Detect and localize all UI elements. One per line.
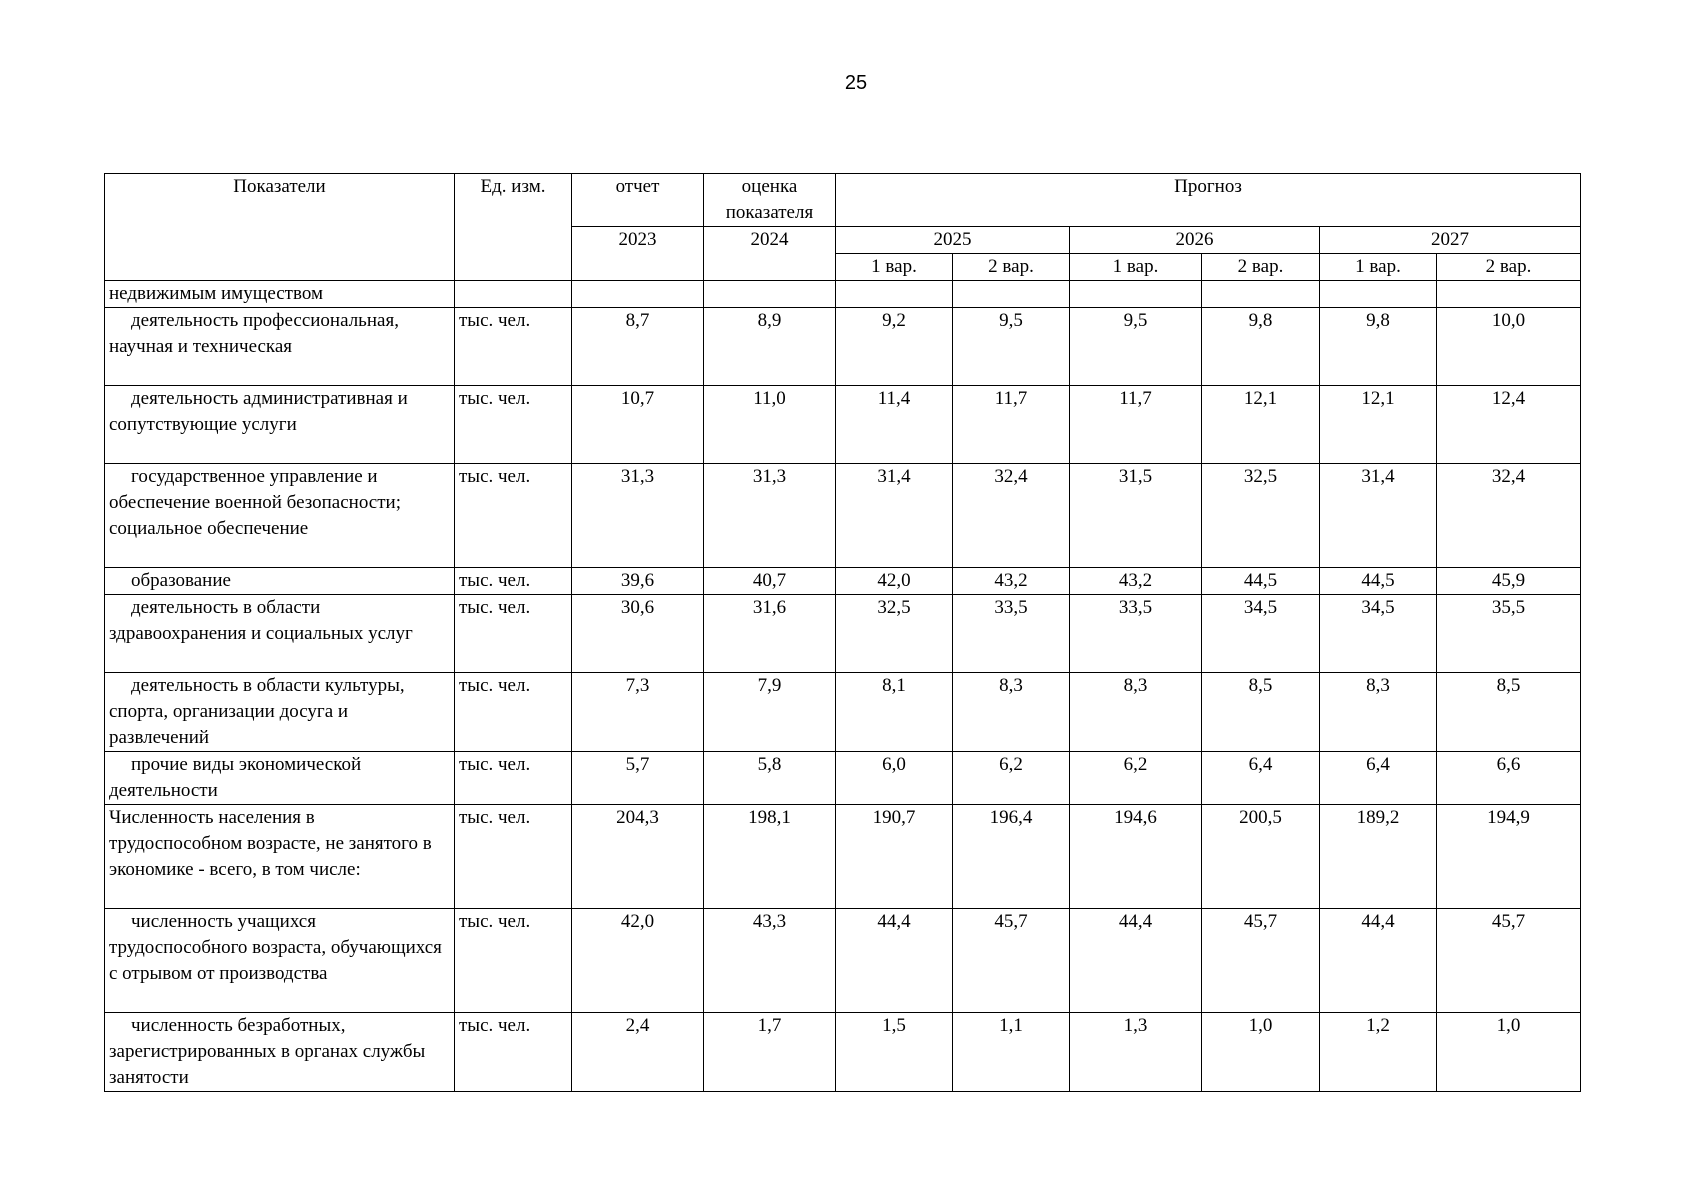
table-row: [105, 464, 1581, 568]
value-cell: [1070, 281, 1202, 308]
value-cell: 32,4: [953, 464, 1070, 568]
value-cell: 7,9: [704, 673, 836, 752]
value-cell: 11,4: [836, 386, 953, 464]
value-cell: 5,7: [572, 752, 704, 805]
value-cell: [953, 281, 1070, 308]
value-cell: 194,9: [1437, 805, 1581, 909]
header-variant: 1 вар.: [836, 254, 953, 281]
value-cell: 6,4: [1320, 752, 1437, 805]
value-cell: 31,4: [836, 464, 953, 568]
value-cell: 12,4: [1437, 386, 1581, 464]
value-cell: [836, 281, 953, 308]
row-label: численность учащихся трудоспособного возраста, обучающихся с отрывом от производства: [105, 909, 455, 1013]
value-cell: 42,0: [572, 909, 704, 1013]
value-cell: 43,3: [704, 909, 836, 1013]
value-cell: 8,3: [953, 673, 1070, 752]
value-cell: 12,1: [1202, 386, 1320, 464]
value-cell: 32,5: [836, 595, 953, 673]
value-cell: [704, 281, 836, 308]
value-cell: 200,5: [1202, 805, 1320, 909]
header-year-2024: 2024: [704, 227, 836, 281]
value-cell: 5,8: [704, 752, 836, 805]
value-cell: 43,2: [953, 568, 1070, 595]
value-cell: 194,6: [1070, 805, 1202, 909]
value-cell: 7,3: [572, 673, 704, 752]
value-cell: 11,7: [953, 386, 1070, 464]
value-cell: 1,1: [953, 1013, 1070, 1092]
value-cell: [1320, 281, 1437, 308]
value-cell: 6,2: [953, 752, 1070, 805]
value-cell: 6,6: [1437, 752, 1581, 805]
table-header: [105, 174, 1581, 281]
value-cell: 204,3: [572, 805, 704, 909]
header-variant: 2 вар.: [1437, 254, 1581, 281]
row-label: деятельность в области культуры, спорта, организации досуга и развлечений: [105, 673, 455, 752]
value-cell: [1437, 281, 1581, 308]
value-cell: 39,6: [572, 568, 704, 595]
row-unit: тыс. чел.: [455, 386, 572, 464]
header-variant: 2 вар.: [1202, 254, 1320, 281]
value-cell: 8,1: [836, 673, 953, 752]
table-row: [105, 673, 1581, 752]
table-row: [105, 752, 1581, 805]
value-cell: 43,2: [1070, 568, 1202, 595]
value-cell: 1,2: [1320, 1013, 1437, 1092]
value-cell: 2,4: [572, 1013, 704, 1092]
row-unit: тыс. чел.: [455, 805, 572, 909]
row-label: деятельность в области здравоохранения и социальных услуг: [105, 595, 455, 673]
value-cell: 31,4: [1320, 464, 1437, 568]
header-variant: 1 вар.: [1320, 254, 1437, 281]
row-unit: тыс. чел.: [455, 673, 572, 752]
value-cell: 9,2: [836, 308, 953, 386]
header-report: отчет: [572, 174, 704, 227]
value-cell: 10,0: [1437, 308, 1581, 386]
row-unit: тыс. чел.: [455, 308, 572, 386]
header-year-2026: 2026: [1070, 227, 1320, 254]
table-row: [105, 386, 1581, 464]
header-year-2027: 2027: [1320, 227, 1581, 254]
row-unit: тыс. чел.: [455, 909, 572, 1013]
value-cell: 8,3: [1070, 673, 1202, 752]
value-cell: 6,0: [836, 752, 953, 805]
value-cell: 1,5: [836, 1013, 953, 1092]
page-number: 25: [844, 72, 868, 94]
value-cell: 1,0: [1202, 1013, 1320, 1092]
value-cell: 31,6: [704, 595, 836, 673]
table-row: [105, 281, 1581, 308]
value-cell: 8,7: [572, 308, 704, 386]
forecast-table: [104, 173, 1581, 1092]
row-label: недвижимым имуществом: [105, 281, 455, 308]
value-cell: 8,5: [1437, 673, 1581, 752]
header-year-2025: 2025: [836, 227, 1070, 254]
value-cell: 6,4: [1202, 752, 1320, 805]
row-label: деятельность профессиональная, научная и техническая: [105, 308, 455, 386]
row-label: образование: [105, 568, 455, 595]
row-unit: тыс. чел.: [455, 752, 572, 805]
row-label: Численность населения в трудоспособном возрасте, не занятого в экономике - всего, в том числе:: [105, 805, 455, 909]
value-cell: 198,1: [704, 805, 836, 909]
row-label: прочие виды экономической деятельности: [105, 752, 455, 805]
value-cell: 9,5: [953, 308, 1070, 386]
value-cell: 44,5: [1320, 568, 1437, 595]
value-cell: 8,9: [704, 308, 836, 386]
value-cell: 11,7: [1070, 386, 1202, 464]
value-cell: 8,3: [1320, 673, 1437, 752]
header-variant: 2 вар.: [953, 254, 1070, 281]
value-cell: [1202, 281, 1320, 308]
value-cell: 11,0: [704, 386, 836, 464]
value-cell: 9,8: [1202, 308, 1320, 386]
value-cell: 6,2: [1070, 752, 1202, 805]
value-cell: 31,5: [1070, 464, 1202, 568]
header-variant: 1 вар.: [1070, 254, 1202, 281]
value-cell: 9,8: [1320, 308, 1437, 386]
header-indicator: Показатели: [105, 174, 455, 281]
value-cell: 1,0: [1437, 1013, 1581, 1092]
table-row: [105, 568, 1581, 595]
value-cell: 45,9: [1437, 568, 1581, 595]
value-cell: 44,4: [1070, 909, 1202, 1013]
row-label: деятельность административная и сопутствующие услуги: [105, 386, 455, 464]
value-cell: 45,7: [1437, 909, 1581, 1013]
value-cell: 1,3: [1070, 1013, 1202, 1092]
value-cell: 9,5: [1070, 308, 1202, 386]
value-cell: 30,6: [572, 595, 704, 673]
header-unit: Ед. изм.: [455, 174, 572, 281]
value-cell: 8,5: [1202, 673, 1320, 752]
value-cell: 32,5: [1202, 464, 1320, 568]
value-cell: 31,3: [572, 464, 704, 568]
value-cell: 33,5: [1070, 595, 1202, 673]
value-cell: 45,7: [953, 909, 1070, 1013]
value-cell: 45,7: [1202, 909, 1320, 1013]
row-unit: тыс. чел.: [455, 464, 572, 568]
value-cell: 35,5: [1437, 595, 1581, 673]
value-cell: 10,7: [572, 386, 704, 464]
value-cell: 189,2: [1320, 805, 1437, 909]
table-row: [105, 595, 1581, 673]
header-year-2023: 2023: [572, 227, 704, 281]
value-cell: 196,4: [953, 805, 1070, 909]
value-cell: 34,5: [1202, 595, 1320, 673]
row-unit: [455, 281, 572, 308]
value-cell: 1,7: [704, 1013, 836, 1092]
row-unit: тыс. чел.: [455, 1013, 572, 1092]
value-cell: 44,4: [1320, 909, 1437, 1013]
row-unit: тыс. чел.: [455, 568, 572, 595]
value-cell: 42,0: [836, 568, 953, 595]
value-cell: 190,7: [836, 805, 953, 909]
header-estimate: оценка показателя: [704, 174, 836, 227]
value-cell: [572, 281, 704, 308]
value-cell: 44,5: [1202, 568, 1320, 595]
table-body: [105, 281, 1581, 1092]
value-cell: 33,5: [953, 595, 1070, 673]
value-cell: 40,7: [704, 568, 836, 595]
value-cell: 34,5: [1320, 595, 1437, 673]
row-label: государственное управление и обеспечение военной безопасности; социальное обеспечение: [105, 464, 455, 568]
table-row: [105, 1013, 1581, 1092]
row-label: численность безработных, зарегистрированных в органах службы занятости: [105, 1013, 455, 1092]
row-unit: тыс. чел.: [455, 595, 572, 673]
value-cell: 31,3: [704, 464, 836, 568]
value-cell: 32,4: [1437, 464, 1581, 568]
header-forecast: Прогноз: [836, 174, 1581, 227]
value-cell: 44,4: [836, 909, 953, 1013]
value-cell: 12,1: [1320, 386, 1437, 464]
table-row: [105, 909, 1581, 1013]
table-row: [105, 805, 1581, 909]
table-row: [105, 308, 1581, 386]
